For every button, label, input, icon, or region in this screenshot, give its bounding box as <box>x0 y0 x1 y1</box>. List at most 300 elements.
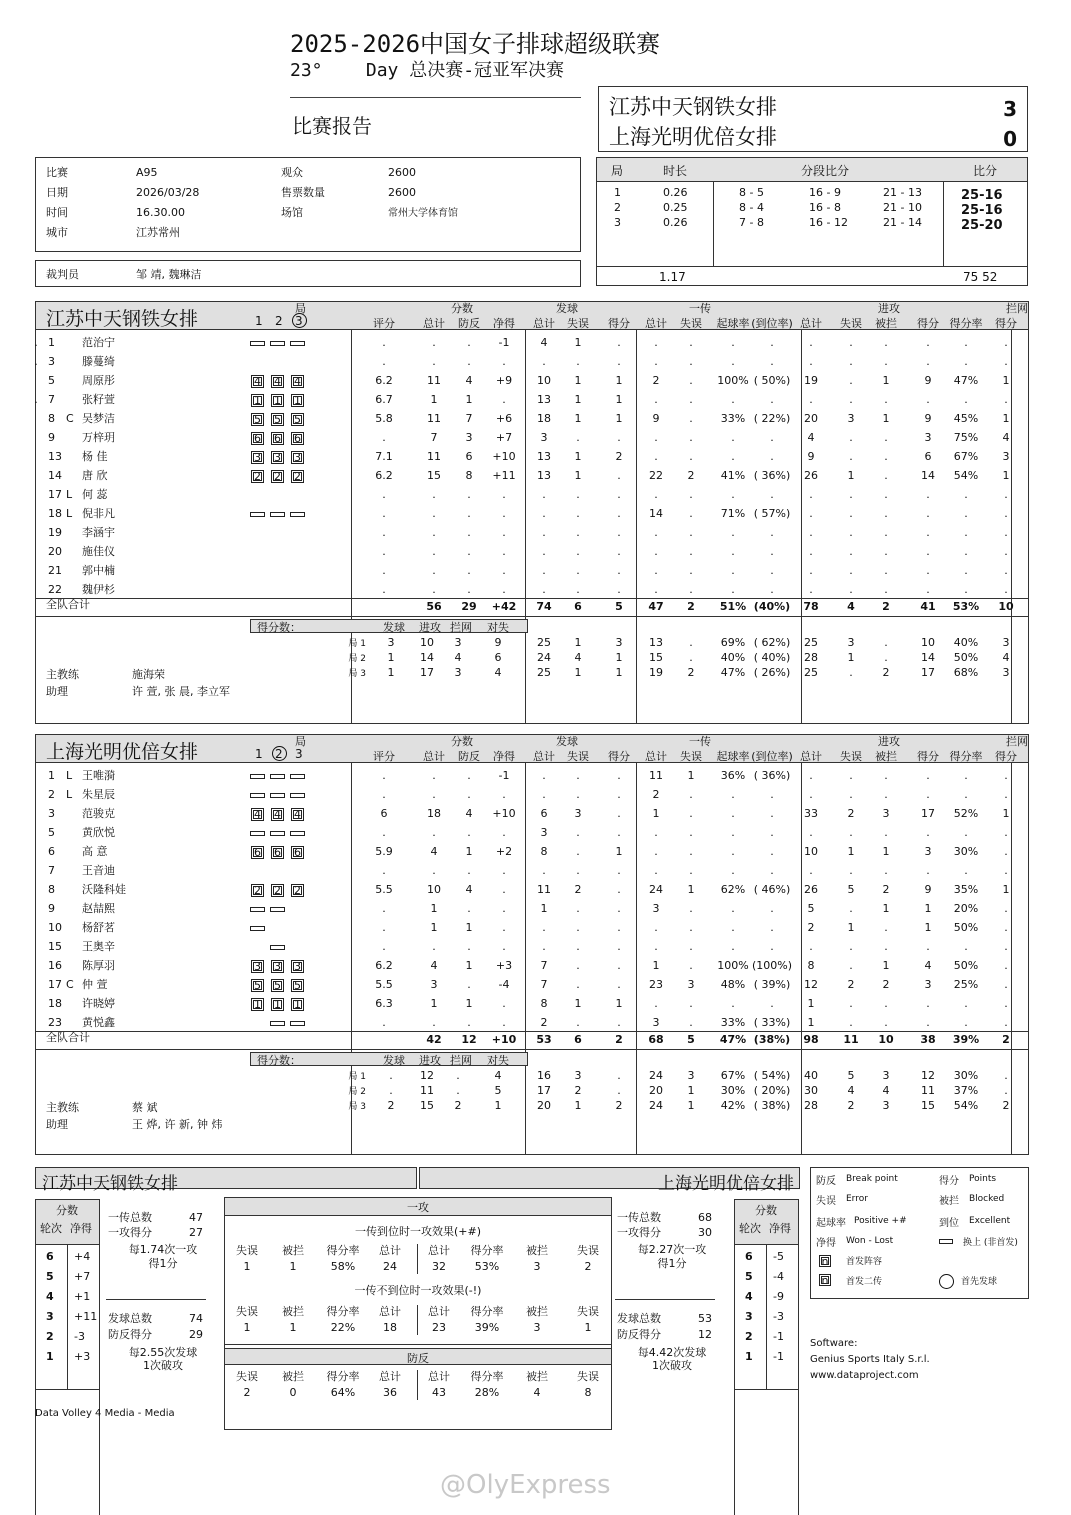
stat-cell: 9 <box>924 883 932 896</box>
stat-cell: . <box>654 431 658 444</box>
val: 2 <box>584 1260 592 1273</box>
stat-cell: . <box>1004 959 1008 972</box>
group-score: 分数 <box>451 735 473 748</box>
partial-21: 21 - 14 <box>883 216 922 229</box>
stat-cell: 2 <box>807 921 815 934</box>
stat-cell: . <box>1004 545 1008 558</box>
label: 城市 <box>46 226 68 239</box>
stat-cell: . <box>809 940 813 953</box>
stat-cell: 33% <box>720 412 746 425</box>
per-set-cell: 4 <box>494 1069 502 1082</box>
val: 39% <box>474 1321 500 1334</box>
per-set-cell: 3 <box>882 1069 890 1082</box>
stat-cell: . <box>964 355 968 368</box>
col-h: 失误 <box>236 1244 258 1257</box>
stat-cell: . <box>382 431 386 444</box>
line <box>225 1215 611 1216</box>
stat-cell: 4 <box>465 807 473 820</box>
lineup-position: 3 <box>291 960 304 973</box>
stat-cell: 4 <box>807 431 815 444</box>
per-set-cell: 17 <box>537 1084 551 1097</box>
per-set-cell: 15 <box>649 651 663 664</box>
total-points: 75 52 <box>963 270 998 284</box>
player-name: 陈厚羽 <box>82 959 115 972</box>
stat-cell: . <box>34 393 38 406</box>
stat-label: 一传总数 <box>617 1211 661 1224</box>
stat-cell: . <box>770 845 774 858</box>
stat-cell: . <box>849 864 853 877</box>
val: 43 <box>432 1386 446 1399</box>
stat-cell: . <box>809 336 813 349</box>
stat-cell: . <box>432 488 436 501</box>
stat-cell: . <box>689 583 693 596</box>
player-name: 王音迪 <box>82 864 115 877</box>
player-role: L <box>66 507 73 520</box>
stat-cell: . <box>964 488 968 501</box>
stat-cell: . <box>689 788 693 801</box>
stat-cell: 7 <box>540 959 548 972</box>
stat-cell: . <box>884 488 888 501</box>
match-code: A95 <box>136 166 158 179</box>
stat-cell: . <box>884 826 888 839</box>
col-h: 得分率 <box>470 1370 504 1383</box>
stat-cell: 1 <box>1002 374 1010 387</box>
per-set-cell: 1 <box>687 1099 695 1112</box>
stat-cell: . <box>617 826 621 839</box>
val: 23 <box>432 1321 446 1334</box>
set-row-label: 局 2 <box>348 654 366 664</box>
line <box>225 1344 611 1345</box>
set-number: 3 <box>295 314 303 328</box>
line <box>417 1244 418 1274</box>
per-set-cell: 1 <box>494 1099 502 1112</box>
stat-cell: . <box>467 564 471 577</box>
city: 江苏常州 <box>136 226 180 239</box>
line <box>417 1370 418 1400</box>
per-set-cell: . <box>884 651 888 664</box>
player-name: 黄欣悦 <box>82 826 115 839</box>
software: Software: <box>810 1338 858 1349</box>
stat-cell: ( 36%) <box>753 469 791 482</box>
stat-cell: . <box>382 583 386 596</box>
stat-cell: . <box>617 488 621 501</box>
stat-cell: . <box>884 469 888 482</box>
legend-serve: 首先发球 <box>961 1277 998 1287</box>
val: 1 <box>243 1321 251 1334</box>
player-number: 7 <box>48 393 55 406</box>
stat-cell: . <box>731 921 735 934</box>
stat-cell: . <box>654 336 658 349</box>
stat-cell: 33% <box>720 1016 746 1029</box>
stat-cell: . <box>617 545 621 558</box>
stat-cell: . <box>770 526 774 539</box>
set-duration: 0.26 <box>663 216 688 229</box>
stat-cell: . <box>432 526 436 539</box>
stat-cell: . <box>617 864 621 877</box>
stat-cell: . <box>689 997 693 1010</box>
stat-cell: 3 <box>924 431 932 444</box>
stat-cell: . <box>731 788 735 801</box>
col-h: 得分率 <box>470 1244 504 1257</box>
player-number: 22 <box>48 583 62 596</box>
set-score: 25-16 <box>961 203 1003 218</box>
stat-cell: ( 46%) <box>753 883 791 896</box>
stat-cell: 52% <box>953 807 979 820</box>
coach-name: 蔡 斌 <box>132 1101 158 1114</box>
stat-cell: . <box>926 769 930 782</box>
total-cell: 12 <box>461 1033 477 1046</box>
stat-cell: . <box>964 826 968 839</box>
total-cell: 51% <box>719 600 747 613</box>
lineup-position: 5 <box>251 979 264 992</box>
credit: Data Volley 4 Media - Media <box>35 1408 175 1419</box>
stat-cell: . <box>849 940 853 953</box>
player-number: 5 <box>48 826 55 839</box>
stat-cell: . <box>654 864 658 877</box>
stat-cell: . <box>617 769 621 782</box>
per-set-cell: 2 <box>882 666 890 679</box>
stat-cell: 3 <box>924 978 932 991</box>
val: 53% <box>474 1260 500 1273</box>
label: 场馆 <box>281 206 303 219</box>
rotation-net: -3 <box>74 1330 85 1343</box>
stat-cell: . <box>467 826 471 839</box>
set-number: 3 <box>295 747 303 761</box>
stat-cell: . <box>731 526 735 539</box>
set-number: 2 <box>275 314 283 328</box>
stat-cell: . <box>964 788 968 801</box>
stat-cell: 7.1 <box>375 450 393 463</box>
stat-cell: . <box>689 374 693 387</box>
stat-cell: 24 <box>649 883 663 896</box>
stat-cell: . <box>689 431 693 444</box>
pts-block: 拦网 <box>450 621 472 634</box>
team-name: 上海光明优倍女排 <box>46 741 199 763</box>
rotation: 1 <box>745 1350 753 1363</box>
stat-cell: . <box>654 940 658 953</box>
val: 1 <box>243 1260 251 1273</box>
col-a_err: 失误 <box>840 750 862 763</box>
stat-cell: . <box>1004 940 1008 953</box>
stat-cell: 12 <box>804 978 818 991</box>
stat-cell: -4 <box>498 978 510 991</box>
date: 2026/03/28 <box>136 186 200 199</box>
stat-note: 1次破攻 <box>652 1359 692 1372</box>
stat-cell: . <box>849 583 853 596</box>
stat-cell: 1 <box>924 902 932 915</box>
col-s_err: 失误 <box>567 317 589 330</box>
competition-title: 2025-2026中国女子排球超级联赛 <box>290 30 661 58</box>
stat-cell: . <box>432 940 436 953</box>
stat-cell: . <box>849 1016 853 1029</box>
stat-cell: . <box>770 902 774 915</box>
stat-cell: 2 <box>882 883 890 896</box>
stat-cell: 1 <box>847 921 855 934</box>
stat-cell: . <box>576 507 580 520</box>
per-set-cell: 2 <box>1002 1099 1010 1112</box>
stat-cell: 19 <box>804 374 818 387</box>
col-s_tot: 总计 <box>533 750 555 763</box>
total-cell: 47% <box>719 1033 747 1046</box>
partial-16: 16 - 8 <box>809 201 841 214</box>
away-sets: 0 <box>1003 127 1017 151</box>
total-cell: (38%) <box>753 1033 791 1046</box>
stat-cell: 1 <box>430 393 438 406</box>
rot-h1: 轮次 <box>739 1222 761 1235</box>
lineup-position: 5 <box>291 413 304 426</box>
player-name: 倪非凡 <box>82 507 115 520</box>
set-number: 1 <box>255 314 263 328</box>
total-cell: 5 <box>687 1033 695 1046</box>
stat-cell: . <box>849 526 853 539</box>
stat-cell: 41% <box>720 469 746 482</box>
group-score: 分数 <box>451 302 473 315</box>
val: 22% <box>330 1321 356 1334</box>
per-set-cell: 9 <box>494 636 502 649</box>
partial-16: 16 - 12 <box>809 216 848 229</box>
stat-cell: 11 <box>427 412 441 425</box>
set-row-label: 局 3 <box>348 669 366 679</box>
stat-cell: . <box>884 336 888 349</box>
player-number: 14 <box>48 469 62 482</box>
stat-cell: 6 <box>465 450 473 463</box>
stat-cell: . <box>964 583 968 596</box>
val: 24 <box>383 1260 397 1273</box>
stat-cell: . <box>809 488 813 501</box>
stat-cell: . <box>689 507 693 520</box>
col-h: 总计 <box>379 1305 401 1318</box>
stat-cell: . <box>809 826 813 839</box>
line <box>735 1389 798 1390</box>
col-h: 被拦 <box>282 1244 304 1257</box>
stat-cell: . <box>382 1016 386 1029</box>
stat-cell: 9 <box>652 412 660 425</box>
stat-cell: . <box>654 845 658 858</box>
stat-cell: . <box>576 826 580 839</box>
col-r_exc: (到位率) <box>751 317 793 330</box>
total-cell: 39% <box>952 1033 980 1046</box>
stat-cell: . <box>849 769 853 782</box>
stat-cell: . <box>926 826 930 839</box>
col-bp: 防反 <box>458 317 480 330</box>
legend-desc: Won - Lost <box>846 1236 894 1246</box>
lineup-position: 5 <box>251 413 264 426</box>
first-attack-header <box>225 1198 611 1215</box>
rotation: 6 <box>745 1250 753 1263</box>
stat-cell: 14 <box>921 469 935 482</box>
lineup-position: 4 <box>291 375 304 388</box>
stat-cell: . <box>770 545 774 558</box>
stat-cell: 2 <box>687 469 695 482</box>
stat-cell: . <box>502 940 506 953</box>
stat-cell: . <box>731 826 735 839</box>
partial-8: 8 - 5 <box>739 186 764 199</box>
col-s_err: 失误 <box>567 750 589 763</box>
stat-cell: +10 <box>492 450 516 463</box>
stat-cell: . <box>617 564 621 577</box>
stat-cell: 1 <box>652 959 660 972</box>
per-set-cell: ( 38%) <box>753 1099 791 1112</box>
stat-cell: 13 <box>537 393 551 406</box>
stat-cell: 3 <box>430 978 438 991</box>
stat-cell: . <box>502 1016 506 1029</box>
rotation-net: -1 <box>773 1330 784 1343</box>
total-cell: (40%) <box>753 600 791 613</box>
stat-cell: . <box>964 864 968 877</box>
stat-cell: . <box>926 864 930 877</box>
stat-cell: 1 <box>1002 412 1010 425</box>
total-cell: 41 <box>920 600 936 613</box>
per-set-cell: 14 <box>420 651 434 664</box>
player-number: 3 <box>48 807 55 820</box>
stat-cell: 26 <box>804 883 818 896</box>
col-b_pt: 得分 <box>995 750 1017 763</box>
stat-cell: . <box>849 564 853 577</box>
stat-cell: 3 <box>540 431 548 444</box>
col-set: 局 <box>295 302 306 315</box>
stat-cell: . <box>502 488 506 501</box>
col-h: 失误 <box>236 1305 258 1318</box>
stat-cell: 75% <box>953 431 979 444</box>
per-set-cell: 28 <box>804 651 818 664</box>
stat-cell: . <box>731 355 735 368</box>
stat-cell: . <box>926 1016 930 1029</box>
stat-cell: . <box>689 355 693 368</box>
stat-cell: . <box>1004 864 1008 877</box>
set-number: 1 <box>255 747 263 761</box>
val: 1 <box>584 1321 592 1334</box>
stat-cell: . <box>576 959 580 972</box>
val: 64% <box>330 1386 356 1399</box>
legend-key: 失误 <box>816 1196 836 1207</box>
stat-cell: . <box>576 431 580 444</box>
per-set-cell: . <box>689 636 693 649</box>
stat-cell: . <box>502 997 506 1010</box>
per-set-cell: ( 26%) <box>753 666 791 679</box>
col-h: 被拦 <box>282 1305 304 1318</box>
stat-cell: . <box>849 959 853 972</box>
stat-cell: . <box>542 564 546 577</box>
stat-cell: . <box>884 769 888 782</box>
stat-cell: 11 <box>537 883 551 896</box>
per-set-cell: 11 <box>921 1084 935 1097</box>
lineup-position: 2 <box>271 884 284 897</box>
stat-cell: . <box>809 355 813 368</box>
away-footer-title <box>419 1167 800 1194</box>
set-number: 2 <box>614 201 621 214</box>
stat-cell: . <box>654 545 658 558</box>
stat-cell: . <box>576 788 580 801</box>
stat-cell: . <box>1004 978 1008 991</box>
stat-label: 防反得分 <box>617 1328 661 1341</box>
col-tot: 总计 <box>423 750 445 763</box>
stat-cell: . <box>926 488 930 501</box>
legend-key: 净得 <box>816 1238 836 1249</box>
stat-cell: . <box>576 488 580 501</box>
stat-cell: 2 <box>652 374 660 387</box>
stat-cell: . <box>382 355 386 368</box>
per-set-cell: 67% <box>720 1069 746 1082</box>
per-set-cell: 30% <box>953 1069 979 1082</box>
player-number: 6 <box>48 845 55 858</box>
stat-cell: 2 <box>847 978 855 991</box>
lineup-position: 5 <box>271 979 284 992</box>
set-score: 25-16 <box>961 188 1003 203</box>
stat-cell: . <box>542 583 546 596</box>
stat-cell: . <box>576 583 580 596</box>
player-role: C <box>66 978 74 991</box>
stat-cell: . <box>884 355 888 368</box>
stat-cell: +7 <box>495 431 513 444</box>
player-number: 8 <box>48 412 55 425</box>
col-h: 总计 <box>428 1370 450 1383</box>
per-set-cell: 15 <box>420 1099 434 1112</box>
stat-cell: 48% <box>720 978 746 991</box>
stat-cell: . <box>689 1016 693 1029</box>
col-h: 失误 <box>577 1244 599 1257</box>
stat-cell: . <box>654 826 658 839</box>
stat-cell: . <box>1004 336 1008 349</box>
player-name: 杨 佳 <box>82 450 108 463</box>
stat-cell: . <box>926 940 930 953</box>
stat-cell: . <box>502 902 506 915</box>
stat-cell: . <box>884 526 888 539</box>
lineup-position: 1 <box>271 998 284 1011</box>
stat-cell: . <box>770 864 774 877</box>
set-number: 2 <box>275 747 283 761</box>
stat-cell: 4 <box>540 336 548 349</box>
stat-cell: . <box>849 450 853 463</box>
per-set-cell: 2 <box>687 666 695 679</box>
per-set-cell: 1 <box>387 666 395 679</box>
col-h: 总计 <box>428 1305 450 1318</box>
stat-cell: . <box>34 355 38 368</box>
stat-cell: . <box>467 545 471 558</box>
pts-serve: 发球 <box>383 621 405 634</box>
stat-cell: 8 <box>465 469 473 482</box>
per-set-cell: 3 <box>847 636 855 649</box>
stat-cell: . <box>617 978 621 991</box>
rotation-box <box>734 1199 799 1515</box>
lineup-position: 6 <box>271 846 284 859</box>
stat-cell: . <box>770 997 774 1010</box>
stat-cell: . <box>849 488 853 501</box>
stat-cell: 1 <box>430 902 438 915</box>
player-name: 王唯漪 <box>82 769 115 782</box>
stat-cell: . <box>654 355 658 368</box>
stat-cell: 1 <box>882 902 890 915</box>
stat-cell: 4 <box>430 959 438 972</box>
total-cell: 47 <box>648 600 664 613</box>
per-set-cell: 17 <box>420 666 434 679</box>
col-tot: 总计 <box>423 317 445 330</box>
stat-cell: 13 <box>537 469 551 482</box>
player-number: 9 <box>48 431 55 444</box>
set-score: 25-20 <box>961 218 1003 233</box>
stat-cell: . <box>770 355 774 368</box>
stat-cell: . <box>382 826 386 839</box>
col-h: 总计 <box>379 1244 401 1257</box>
lineup-position: 4 <box>251 375 264 388</box>
stat-cell: 1 <box>615 393 623 406</box>
stat-cell: . <box>849 507 853 520</box>
stat-cell: 20% <box>953 902 979 915</box>
stat-cell: 100% <box>717 374 749 387</box>
stat-cell: 1 <box>1002 469 1010 482</box>
stat-cell: . <box>432 355 436 368</box>
stat-cell: . <box>1004 583 1008 596</box>
team-name: 江苏中天钢铁女排 <box>42 1174 178 1194</box>
